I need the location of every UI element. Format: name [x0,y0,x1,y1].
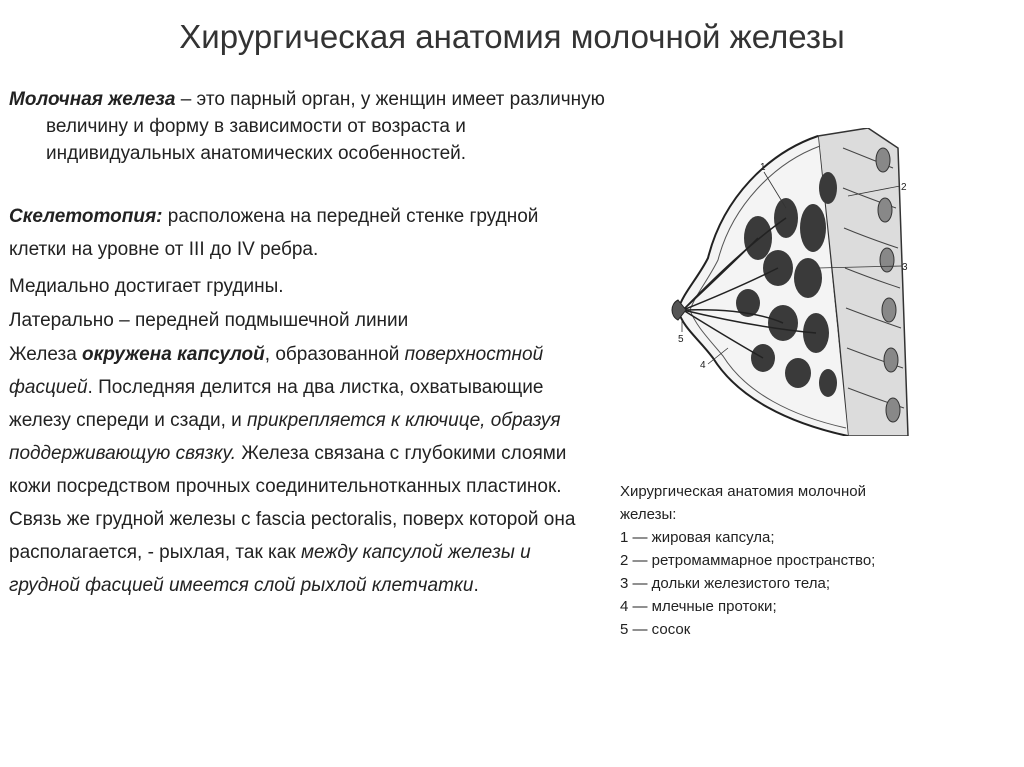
skeletotopy-text: расположена на передней стенке грудной клетки на уровне от III до IV ребра. [9,206,539,260]
caption-item-4: 4 — млечные протоки; [620,598,777,615]
figure-label-2: 2 [901,182,907,193]
term-breast: Молочная железа [9,89,176,110]
paragraph-medial: Медиально достигает грудины. [9,276,284,297]
figure-caption [620,480,1000,641]
superficial-fascia: поверхностной фасцией [9,344,544,398]
loose-tissue-text: между капсулой железы и грудной фасцией имеется слой рыхлой клетчатки [9,542,531,596]
capsule-text-end: . [473,575,479,596]
caption-title: Хирургическая анатомия молочной железы: [620,483,867,523]
figure-label-5: 5 [678,334,684,345]
capsule-text-2: , образованной [264,344,405,365]
definition-text: – это парный орган, у женщин имеет различную величину и форму в зависимости от возраста и индивидуальных анатомических особенностей. [46,89,605,164]
paragraph-lateral: Латерально – передней подмышечной линии [9,310,409,331]
paragraph-skeletotopy [9,200,589,266]
term-skeletotopy: Скелетотопия: [9,206,163,227]
caption-item-3: 3 — дольки железистого тела; [620,575,831,592]
capsule-text-4: Железа связана с глубокими слоями кожи посредством прочных соединительнотканных пластинок. Связь же грудной железы с fascia pectoralis, поверх которой она располагается, - рыхлая, так как [9,443,576,563]
figure-label-4: 4 [700,360,706,371]
capsule-text-3: . Последняя делится на два листка, охватывающие железу спереди и сзади, и [9,377,544,431]
capsule-text-1: Железа [9,344,83,365]
figure-label-3: 3 [902,262,908,273]
caption-item-2: 2 — ретромаммарное пространство; [620,552,876,569]
figure-label-1: 1 [760,162,766,173]
caption-item-5: 5 — сосок [620,621,691,638]
slide-title: Хирургическая анатомия молочной железы [179,18,845,55]
paragraph-definition [9,86,606,167]
paragraph-capsule [9,338,593,602]
caption-item-1: 1 — жировая капсула; [620,529,775,546]
capsule-emphasis: окружена капсулой [82,344,265,365]
ligament-text: прикрепляется к ключице, образуя поддерживающую связку. [9,410,561,464]
breast-anatomy-figure [668,128,910,436]
